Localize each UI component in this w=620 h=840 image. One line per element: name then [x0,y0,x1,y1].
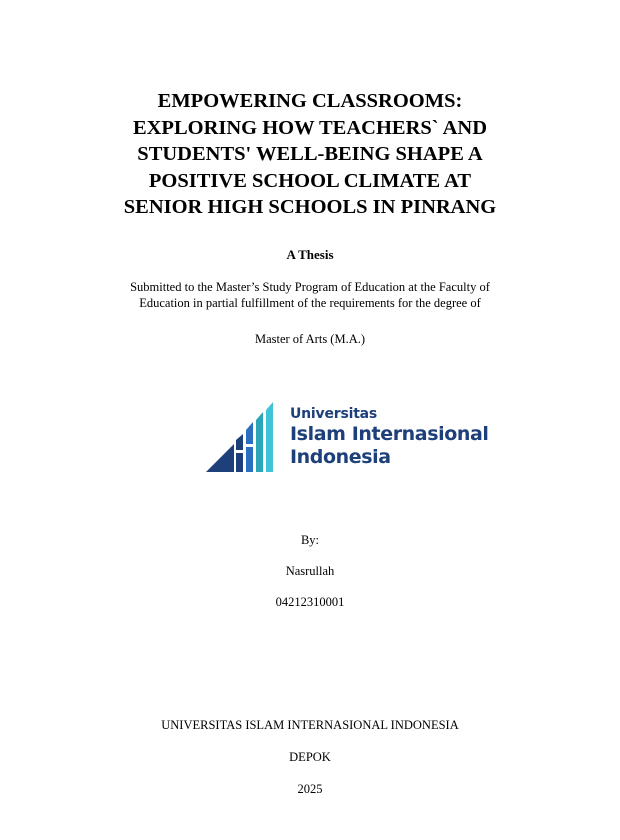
title-line: EMPOWERING CLASSROOMS: [157,90,463,112]
university-logo [206,398,496,478]
submission-line: Submitted to the Master’s Study Program of Education at the Faculty of [130,280,490,294]
submission-statement [60,279,560,311]
wordmark-line: Indonesia [290,446,391,468]
title-line: SENIOR HIGH SCHOOLS IN PINRANG [123,196,497,218]
wordmark-line: Universitas [290,406,378,422]
university-emblem-icon [206,400,278,474]
by-label: By: [300,533,320,547]
city: DEPOK [289,750,331,764]
degree: Master of Arts (M.A.) [254,332,366,346]
author-name: Nasrullah [285,564,335,578]
institution-name: UNIVERSITAS ISLAM INTERNASIONAL INDONESIA [161,718,459,732]
title-line: STUDENTS' WELL-BEING SHAPE A [137,143,483,165]
thesis-title [60,88,560,221]
wordmark-line: Islam Internasional [290,423,489,445]
submission-line: Education in partial fulfillment of the requirements for the degree of [139,296,481,310]
university-wordmark [290,406,489,468]
year: 2025 [297,782,323,796]
title-line: EXPLORING HOW TEACHERS` AND [132,116,488,139]
student-id: 04212310001 [275,595,345,609]
title-line: POSITIVE SCHOOL CLIMATE AT [148,169,472,192]
thesis-label: A Thesis [286,247,334,262]
